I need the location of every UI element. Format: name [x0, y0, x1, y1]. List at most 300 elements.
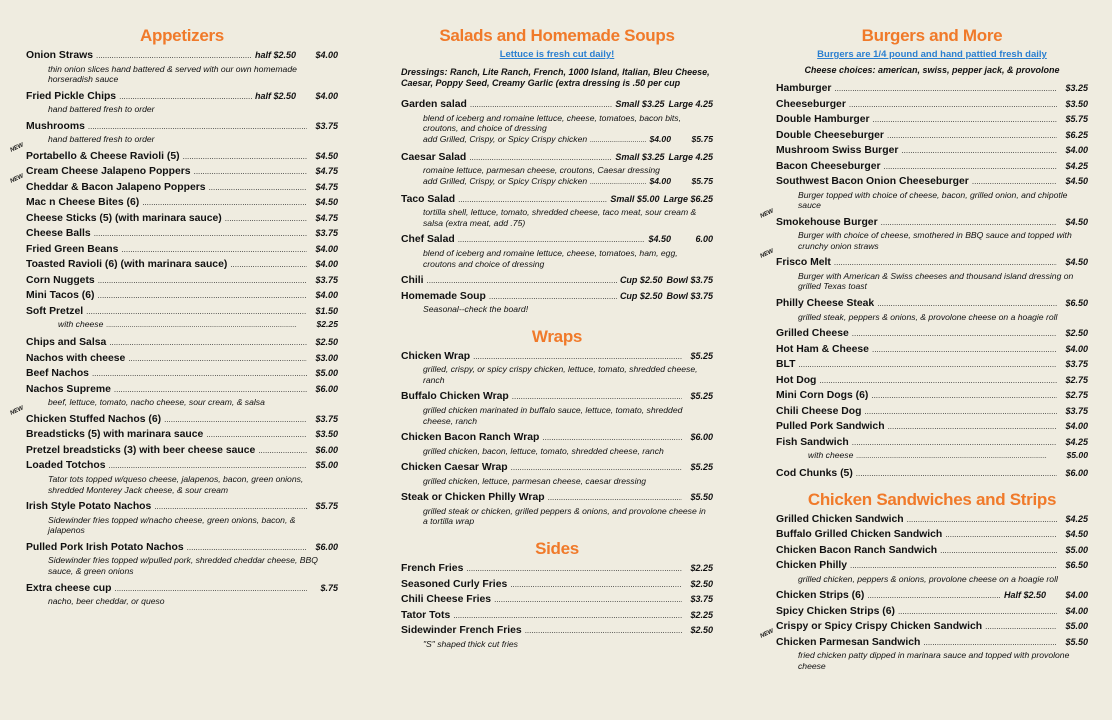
dot-leader — [867, 589, 1001, 604]
menu-item-row — [26, 89, 338, 105]
menu-item-row — [401, 592, 713, 608]
item-price: $2.50 — [690, 578, 713, 589]
item-price: $5.00 — [315, 460, 338, 471]
menu-item-row — [26, 226, 338, 242]
item-name: Seasoned Curly Fries — [401, 578, 508, 590]
dot-leader — [872, 343, 1057, 358]
section-note: Cheese choices: american, swiss, pepper jack, & provolone — [804, 65, 1060, 75]
item-price: $4.50 — [315, 197, 338, 208]
menu-item-row — [26, 149, 338, 165]
item-name: Double Hamburger — [776, 114, 870, 125]
menu-item-row — [26, 351, 338, 367]
item-name: Fried Pickle Chips — [26, 90, 117, 102]
section-title: Appetizers — [140, 26, 224, 45]
item-name: Hot Dog — [776, 374, 817, 386]
item-price: $3.75 — [315, 413, 338, 424]
item-price: $2.50 — [1065, 328, 1088, 339]
menu-item-row — [776, 215, 1088, 231]
dot-leader — [901, 144, 1057, 159]
menu-item — [26, 443, 338, 459]
item-price: Large 4.25 — [668, 151, 713, 162]
menu-item — [26, 351, 338, 367]
item-description: Sidewinder fries topped w/nacho cheese, green onions, bacon, & jalapenos — [48, 514, 296, 536]
item-name: Fish Sandwich — [776, 436, 849, 448]
item-name: Chicken Strips (6) — [776, 590, 865, 602]
dot-leader — [98, 289, 307, 304]
menu-item — [776, 512, 1088, 528]
menu-item-row — [776, 255, 1088, 271]
dot-leader — [121, 243, 307, 258]
menu-item — [759, 208, 1088, 252]
dot-leader — [142, 196, 307, 211]
item-price: $4.00 — [315, 290, 338, 301]
item-description: Tator tots topped w/queso cheese, jalapenos, bacon, green onions, shredded Monterey Jack cheese, & sour cream — [48, 473, 304, 495]
item-price: $4.50 — [1065, 529, 1088, 540]
dot-leader — [128, 352, 307, 367]
menu-item — [776, 419, 1088, 435]
menu-item-list — [401, 349, 713, 531]
menu-item-list — [401, 97, 713, 319]
menu-item-row — [776, 404, 1088, 420]
menu-item-row — [26, 164, 338, 180]
item-name: Chili Cheese Dog — [776, 405, 862, 417]
menu-item — [776, 604, 1088, 620]
dot-leader — [183, 150, 307, 165]
menu-item-row — [401, 608, 713, 624]
item-secondary-price: Half $2.50 — [1003, 590, 1046, 601]
menu-item-row — [776, 143, 1088, 159]
item-name: BLT — [776, 359, 796, 371]
item-price: $4.75 — [315, 181, 338, 192]
item-name: Pulled Pork Irish Potato Nachos — [26, 541, 184, 553]
item-name: Grilled Cheese — [776, 328, 849, 340]
menu-item-row — [776, 296, 1088, 312]
dot-leader — [206, 428, 307, 443]
item-price: $4.00 — [315, 90, 338, 101]
option-label: with cheese — [58, 319, 104, 330]
item-price: $4.75 — [315, 166, 338, 177]
item-description: Burger topped with choice of cheese, bacon, grilled onion, and chipotle sauce — [798, 189, 1068, 211]
item-name: Sidewinder French Fries — [401, 625, 522, 636]
dot-leader — [469, 151, 612, 166]
item-name: Corn Nuggets — [26, 274, 95, 286]
item-price: $3.75 — [1065, 405, 1088, 416]
item-name: Onion Straws — [26, 50, 93, 61]
dot-leader — [590, 135, 646, 146]
menu-item-row — [401, 273, 713, 289]
item-price: $4.00 — [1065, 343, 1088, 354]
dot-leader — [194, 165, 307, 180]
dot-leader — [898, 605, 1057, 620]
item-name: Pulled Pork Sandwich — [776, 421, 885, 433]
menu-item — [401, 289, 713, 315]
menu-item — [401, 232, 713, 269]
menu-item-row — [26, 581, 338, 597]
item-price: $5.75 — [315, 501, 338, 512]
menu-item — [26, 382, 338, 408]
dot-leader — [871, 389, 1057, 404]
dot-leader — [96, 49, 252, 64]
item-price: $3.75 — [690, 594, 713, 604]
menu-item — [401, 592, 713, 608]
item-name: Chicken Caesar Wrap — [401, 462, 508, 474]
menu-item — [401, 389, 713, 426]
option-price: $5.00 — [1066, 450, 1088, 461]
dot-leader — [466, 562, 682, 577]
option-label: add Grilled, Crispy, or Spicy Crispy chicken — [423, 175, 588, 186]
item-price: $3.50 — [315, 429, 338, 440]
menu-item-list — [9, 48, 338, 611]
menu-item-row — [776, 543, 1088, 559]
item-description: hand battered fresh to order — [48, 134, 155, 145]
item-price: $4.00 — [315, 259, 338, 270]
item-price: $4.50 — [315, 150, 338, 161]
section-title: Burgers and More — [861, 26, 1003, 45]
spacer — [401, 649, 713, 653]
item-price: $2.75 — [1065, 374, 1088, 385]
new-badge: NEW — [9, 142, 25, 154]
option-small-price: $4.00 — [649, 133, 671, 144]
item-price: $6.50 — [1065, 560, 1088, 571]
item-name: French Fries — [401, 563, 464, 574]
menu-item-row — [26, 119, 338, 135]
item-price: $5.50 — [690, 492, 713, 503]
item-price: 6.00 — [695, 234, 713, 245]
item-price: $6.00 — [315, 541, 338, 552]
dot-leader — [850, 559, 1057, 574]
menu-item — [9, 142, 338, 165]
item-price: $3.75 — [315, 228, 338, 239]
item-secondary-price: half $2.50 — [254, 90, 296, 101]
menu-item — [401, 561, 713, 577]
menu-item — [26, 48, 338, 85]
item-name: Cod Chunks (5) — [776, 468, 853, 480]
menu-item-row — [401, 490, 713, 506]
item-price: $6.00 — [315, 383, 338, 394]
menu-item-row — [401, 97, 713, 113]
item-price: $4.00 — [315, 50, 338, 60]
menu-item-row — [401, 289, 713, 305]
item-price: $5.00 — [1065, 544, 1088, 555]
item-price: $4.00 — [1065, 605, 1088, 616]
dot-leader — [88, 120, 307, 135]
menu-item-row — [776, 342, 1088, 358]
menu-item-row — [776, 619, 1088, 635]
dot-leader — [427, 274, 617, 289]
item-price: $5.25 — [690, 391, 713, 402]
menu-item — [776, 543, 1088, 559]
menu-item-row — [26, 288, 338, 304]
menu-item — [776, 466, 1088, 482]
item-price: $3.50 — [1065, 98, 1088, 109]
dot-leader — [106, 320, 297, 331]
item-price: $4.25 — [1065, 513, 1088, 524]
menu-item-row — [776, 466, 1088, 482]
menu-item — [26, 273, 338, 289]
menu-item-row — [26, 443, 338, 459]
menu-item-list — [759, 512, 1088, 676]
item-description: fried chicken patty dipped in marinara sauce and topped with provolone cheese — [798, 650, 1070, 671]
item-description: Seasonal--check the board! — [423, 304, 529, 315]
menu-item-row — [401, 192, 713, 208]
menu-item — [401, 150, 713, 188]
menu-item-row — [401, 150, 713, 166]
item-name: Cheeseburger — [776, 98, 846, 110]
menu-item — [776, 326, 1088, 342]
item-name: Cheese Sticks (5) (with marinara sauce) — [26, 212, 222, 224]
item-name: Frisco Melt — [776, 257, 831, 269]
item-price: $4.50 — [1065, 176, 1088, 186]
item-price: $6.00 — [1065, 468, 1088, 479]
menu-item — [776, 373, 1088, 389]
item-name: Southwest Bacon Onion Cheeseburger — [776, 176, 969, 187]
item-secondary-price: Cup $2.50 — [619, 275, 663, 286]
item-name: Chicken Philly — [776, 560, 848, 572]
dot-leader — [542, 431, 682, 446]
dot-leader — [881, 216, 1057, 231]
menu-item — [26, 499, 338, 536]
item-price: $6.50 — [1065, 298, 1088, 309]
item-name: Fried Green Beans — [26, 243, 119, 255]
item-price: $4.50 — [1065, 216, 1088, 227]
item-description: grilled chicken, lettuce, parmesan cheese, caesar dressing — [423, 475, 647, 486]
item-price: Bowl $3.75 — [666, 290, 713, 301]
dot-leader — [856, 451, 1047, 462]
menu-item-row — [401, 561, 713, 577]
item-price: $5.00 — [1065, 621, 1088, 632]
dot-leader — [511, 461, 682, 476]
menu-item-row — [776, 388, 1088, 404]
menu-item — [776, 296, 1088, 322]
item-price: $3.75 — [1065, 359, 1088, 370]
menu-item-row — [26, 412, 338, 428]
menu-item-row — [401, 430, 713, 446]
menu-item-row — [26, 382, 338, 398]
item-price: $2.25 — [690, 563, 713, 573]
dot-leader — [548, 491, 682, 506]
menu-item-row — [776, 558, 1088, 574]
item-description: Burger with choice of cheese, smothered in BBQ sauce and topped with crunchy onion straws — [798, 230, 1072, 251]
item-name: Extra cheese cup — [26, 582, 112, 594]
menu-item — [776, 404, 1088, 420]
new-badge: NEW — [759, 208, 775, 220]
item-name: Smokehouse Burger — [776, 216, 878, 228]
menu-item — [776, 128, 1088, 144]
item-price: $2.50 — [690, 625, 713, 635]
dot-leader — [512, 390, 682, 405]
menu-column-right — [759, 24, 1088, 675]
dot-leader — [114, 582, 307, 597]
dot-leader — [494, 593, 682, 608]
dot-leader — [884, 160, 1057, 175]
item-price: $3.25 — [1065, 83, 1088, 93]
item-name: Hamburger — [776, 83, 832, 94]
menu-item-row — [776, 357, 1088, 373]
menu-item — [26, 119, 338, 145]
menu-item — [776, 435, 1088, 463]
menu-item — [9, 405, 338, 428]
menu-item-row — [401, 349, 713, 365]
item-name: Nachos Supreme — [26, 383, 111, 395]
dot-leader — [92, 367, 307, 382]
dot-leader — [108, 459, 307, 474]
dot-leader — [856, 467, 1057, 482]
dot-leader — [887, 129, 1057, 144]
menu-item-row — [26, 273, 338, 289]
item-name: Breadsticks (5) with marinara sauce — [26, 429, 204, 441]
item-name: Mushroom Swiss Burger — [776, 145, 899, 156]
item-name: Tator Tots — [401, 609, 451, 621]
item-price: $1.50 — [315, 305, 338, 316]
item-description: Burger with American & Swiss cheeses and thousand island dressing on grilled Texas toast — [798, 270, 1074, 292]
menu-item-row — [776, 326, 1088, 342]
dot-leader — [907, 513, 1057, 528]
item-option-row — [776, 450, 1088, 462]
menu-item — [401, 608, 713, 624]
menu-item — [26, 89, 338, 115]
menu-item-row — [26, 499, 338, 515]
item-name: Philly Cheese Steak — [776, 298, 875, 310]
menu-item-row — [776, 97, 1088, 113]
dot-leader — [258, 444, 307, 459]
item-secondary-price: Cup $2.50 — [619, 290, 663, 301]
menu-item-list — [759, 81, 1088, 482]
dot-leader — [873, 113, 1057, 128]
menu-item — [759, 248, 1088, 292]
item-price: $4.00 — [1065, 590, 1088, 601]
item-description: grilled chicken, bacon, lettuce, tomato, shredded cheese, ranch — [423, 445, 664, 456]
item-name: Buffalo Chicken Wrap — [401, 391, 509, 403]
item-name: Crispy or Spicy Crispy Chicken Sandwich — [776, 621, 983, 633]
menu-item-row — [26, 48, 338, 64]
menu-item — [26, 581, 338, 607]
dot-leader — [109, 336, 307, 351]
spacer — [776, 671, 1088, 675]
item-description: grilled, crispy, or spicy crispy chicken, lettuce, tomato, shredded cheese, ranch — [423, 364, 698, 385]
new-badge: NEW — [9, 405, 25, 417]
menu-item — [401, 430, 713, 456]
menu-item — [26, 335, 338, 351]
item-description: grilled chicken marinated in buffalo sauce, lettuce, tomato, shredded cheese, ranch — [423, 404, 683, 426]
item-description: nacho, beer cheddar, or queso — [48, 596, 165, 607]
item-price: $4.75 — [315, 212, 338, 223]
item-name: Caesar Salad — [401, 151, 467, 163]
item-price: $4.50 — [1065, 257, 1088, 268]
item-price: $6.25 — [1065, 129, 1088, 140]
menu-item-row — [26, 304, 338, 320]
item-name: Buffalo Grilled Chicken Sandwich — [776, 529, 943, 541]
menu-item-row — [776, 435, 1088, 451]
dot-leader — [834, 82, 1057, 97]
spacer — [401, 315, 713, 319]
menu-item — [401, 349, 713, 386]
item-price: $4.25 — [1065, 436, 1088, 447]
menu-item-row — [776, 419, 1088, 435]
menu-item — [26, 288, 338, 304]
dot-leader — [119, 90, 252, 105]
item-description: grilled steak, peppers & onions, & provolone cheese on a hoagie roll — [798, 311, 1058, 322]
dot-leader — [888, 420, 1057, 435]
menu-item-row — [776, 159, 1088, 175]
item-description: "S" shaped thick cut fries — [423, 638, 518, 649]
dot-leader — [972, 175, 1057, 190]
menu-item — [9, 173, 338, 196]
menu-item-row — [26, 195, 338, 211]
dot-leader — [187, 541, 307, 556]
menu-item — [776, 357, 1088, 373]
dot-leader — [473, 350, 682, 365]
dot-leader — [985, 620, 1057, 635]
item-name: Cheddar & Bacon Jalapeno Poppers — [26, 181, 206, 193]
menu-item — [26, 304, 338, 332]
dot-leader — [923, 636, 1057, 651]
section-note: Dressings: Ranch, Lite Ranch, French, 1000 Island, Italian, Bleu Cheese, Caesar, Poppy Seed, Creamy Garlic (extra dressing is .50 per cup — [401, 67, 710, 88]
menu-item-row — [26, 335, 338, 351]
option-small-price: $4.00 — [649, 175, 671, 186]
menu-item — [26, 458, 338, 495]
menu-item-row — [776, 604, 1088, 620]
item-name: Garden salad — [401, 99, 467, 110]
dot-leader — [114, 383, 307, 398]
option-label: with cheese — [808, 450, 854, 461]
new-badge: NEW — [759, 628, 775, 640]
dot-leader — [510, 578, 682, 593]
item-name: Pretzel breadsticks (3) with beer cheese sauce — [26, 444, 256, 456]
dot-leader — [470, 98, 613, 113]
menu-item-row — [401, 623, 713, 639]
spacer — [26, 607, 338, 611]
menu-item-row — [776, 128, 1088, 144]
item-description: beef, lettuce, tomato, nacho cheese, sour cream, & salsa — [48, 397, 265, 408]
section-title: Salads and Homemade Soups — [439, 26, 675, 45]
item-price: $4.00 — [1065, 145, 1088, 155]
item-price: $5.75 — [1065, 114, 1088, 124]
menu-item — [776, 81, 1088, 97]
dot-leader — [489, 290, 617, 305]
item-price: $2.75 — [1065, 390, 1088, 401]
item-secondary-price: $4.50 — [648, 234, 671, 245]
item-name: Portabello & Cheese Ravioli (5) — [26, 150, 180, 162]
item-price: $2.25 — [690, 609, 713, 620]
item-price: $5.50 — [1065, 636, 1088, 647]
item-name: Mini Tacos (6) — [26, 290, 95, 302]
new-badge: NEW — [9, 173, 25, 185]
item-description: Sidewinder fries topped w/pulled pork, shredded cheddar cheese, BBQ sauce, & green onions — [48, 555, 318, 576]
menu-item — [26, 211, 338, 227]
item-name: Cream Cheese Jalapeno Poppers — [26, 166, 191, 178]
section-subtitle: Burgers are 1/4 pound and hand pattied fresh daily — [817, 49, 1047, 60]
dot-leader — [164, 413, 307, 428]
menu-item-row — [776, 112, 1088, 128]
item-name: Homemade Soup — [401, 290, 486, 302]
menu-item — [776, 143, 1088, 159]
menu-item — [26, 366, 338, 382]
menu-item — [401, 623, 713, 649]
dot-leader — [877, 297, 1057, 312]
menu-item — [776, 588, 1088, 604]
menu-item-row — [26, 257, 338, 273]
dot-leader — [458, 233, 646, 248]
item-description: thin onion slices hand battered & served with our own homemade horseradish sauce — [48, 63, 297, 85]
item-name: Irish Style Potato Nachos — [26, 501, 152, 513]
item-name: Nachos with cheese — [26, 352, 126, 364]
item-name: Toasted Ravioli (6) (with marinara sauce) — [26, 259, 228, 271]
dot-leader — [940, 544, 1057, 559]
dot-leader — [590, 177, 646, 188]
menu-item-row — [401, 232, 713, 248]
menu-item-row — [776, 373, 1088, 389]
item-description: grilled steak or chicken, grilled peppers & onions, and provolone cheese in a tortilla wrap — [423, 505, 706, 527]
